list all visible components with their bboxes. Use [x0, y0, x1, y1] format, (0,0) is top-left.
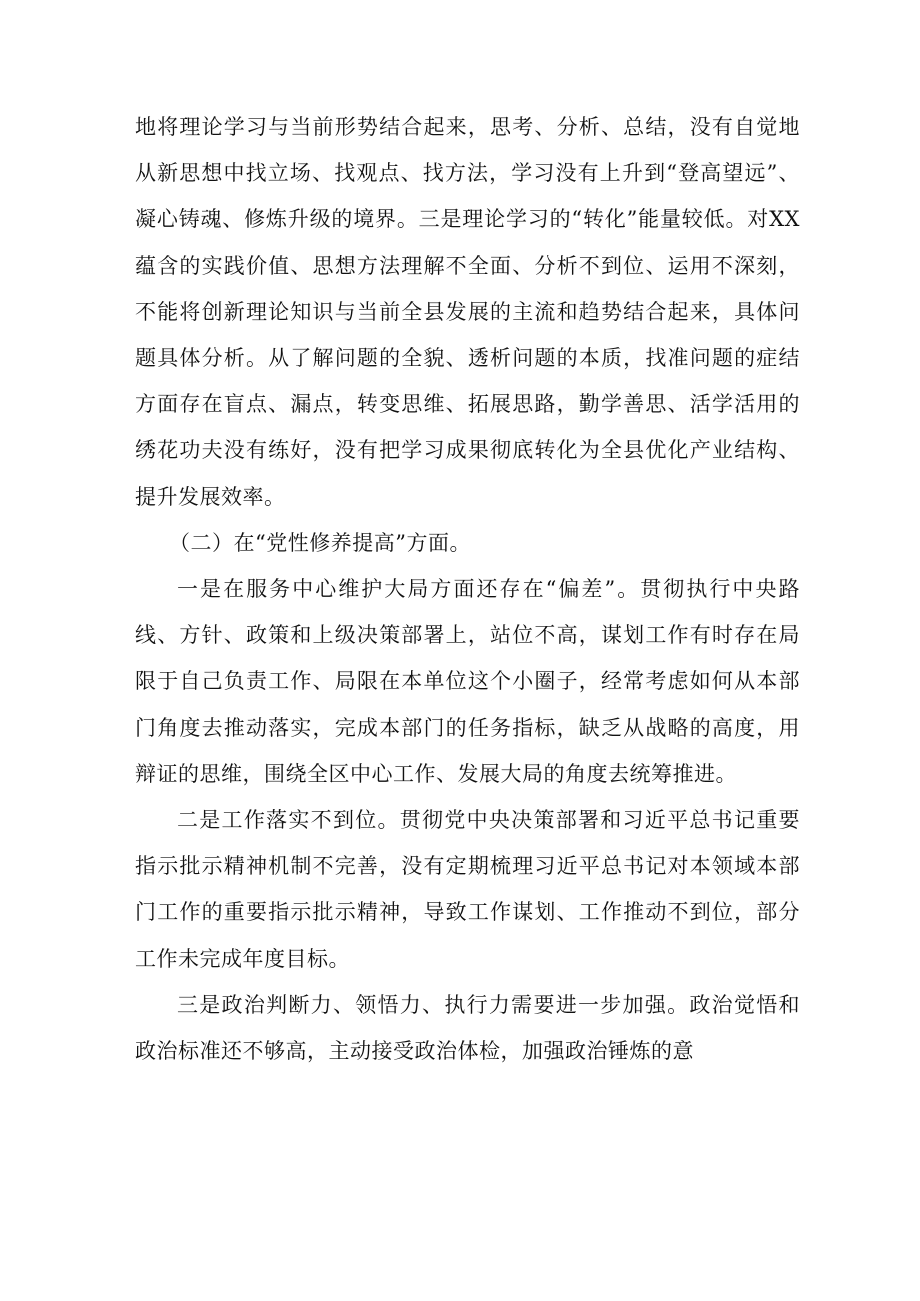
paragraph-continuation: 地将理论学习与当前形势结合起来，思考、分析、总结，没有自觉地从新思想中找立场、找观点、找方法，学习没有上升到“登高望远”、凝心铸魂、修炼升级的境界。三是理论学习的“转化”能量较低。对XX蕴含的实践价值、思想方法理解不全面、分析不到位、运用不深刻，不能将创新理论知识与当前全县发展的主流和趋势结合起来，具体问题具体分析。从了解问题的全貌、透析问题的本质，找准问题的症结方面存在盲点、漏点，转变思维、拓展思路，勤学善思、活学活用的绣花功夫没有练好，没有把学习成果彻底转化为全县优化产业结构、提升发展效率。	[135, 115, 800, 509]
paragraph-point-3: 三是政治判断力、领悟力、执行力需要进一步加强。政治觉悟和政治标准还不够高，主动接受政治体检，加强政治锤炼的意	[135, 992, 800, 1064]
section-heading: （二）在“党性修养提高”方面。	[169, 530, 471, 555]
document-body	[135, 104, 800, 1074]
paragraph-point-2: 二是工作落实不到位。贯彻党中央决策部署和习近平总书记重要指示批示精神机制不完善，没有定期梳理习近平总书记对本领域本部门工作的重要指示批示精神，导致工作谋划、工作推动不到位，部分工作未完成年度目标。	[135, 808, 800, 971]
paragraph-point-1: 一是在服务中心维护大局方面还存在“偏差”。贯彻执行中央路线、方针、政策和上级决策部署上，站位不高，谋划工作有时存在局限于自己负责工作、局限在本单位这个小圈子，经常考虑如何从本部门角度去推动落实，完成本部门的任务指标，缺乏从战略的高度，用辩证的思维，围绕全区中心工作、发展大局的角度去统筹推进。	[135, 577, 800, 786]
